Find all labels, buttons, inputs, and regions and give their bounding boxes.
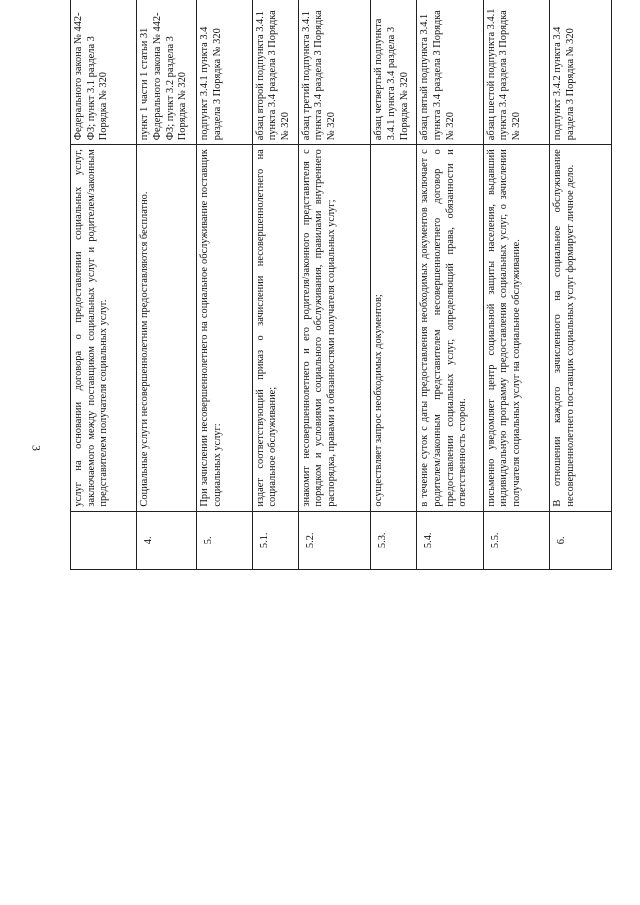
legal-basis-cell: абзац третий подпункта 3.4.1 пункта 3.4 раздела 3 Порядка № 320 — [298, 0, 371, 145]
legal-basis-cell: подпункт 3.4.2 пункта 3.4 раздела 3 Порядка № 320 — [549, 0, 611, 145]
requirement-text-cell: Социальные услуги несовершеннолетним предоставляются бесплатно. — [137, 145, 197, 511]
legal-basis-cell: пункт 1 части 1 статьи 31 Федерального закона № 442-ФЗ; пункт 3.2 раздела 3 Порядка № 320 — [137, 0, 197, 145]
document-table-wrapper — [70, 0, 612, 570]
row-number-cell: 5.1. — [252, 511, 298, 569]
legal-basis-cell: абзац четвертый подпункта 3.4.1 пункта 3.4 раздела 3 Порядка № 320 — [371, 0, 417, 145]
requirement-text-cell: В отношении каждого зачисленного на социальное обслуживание несовершеннолетнего поставщик социальных услуг формирует личное дело. — [549, 145, 611, 511]
table-row — [137, 0, 197, 570]
requirement-text-cell: в течение суток с даты предоставления необходимых документов заключает с родителем/законным представителем несовершеннолетнего договор о предоставлении социальных услуг, определяющий права, обязанности и ответственность сторон. — [417, 145, 483, 511]
legal-basis-cell: абзац второй подпункта 3.4.1 пункта 3.4 раздела 3 Порядка № 320 — [252, 0, 298, 145]
legal-basis-cell: абзац шестой подпункта 3.4.1 пункта 3.4 раздела 3 Порядка № 320 — [483, 0, 549, 145]
requirement-text-cell: услуг на основании договора о предоставлении социальных услуг, заключаемого между поставщиком социальных услуг и родителем/законным представителем получателя социальных услуг. — [71, 145, 137, 511]
legal-basis-cell: абзац пятый подпункта 3.4.1 пункта 3.4 раздела 3 Порядка № 320 — [417, 0, 483, 145]
row-number-cell: 5.2. — [298, 511, 371, 569]
legal-basis-cell: подпункт 3.4.1 пункта 3.4 раздела 3 Порядка № 320 — [196, 0, 252, 145]
page-number: 3 — [29, 445, 44, 451]
table-row — [252, 0, 298, 570]
table-row — [298, 0, 371, 570]
row-number-cell: 5.4. — [417, 511, 483, 569]
table-row — [196, 0, 252, 570]
row-number-cell: 5.3. — [371, 511, 417, 569]
requirement-text-cell: осуществляет запрос необходимых документов; — [371, 145, 417, 511]
table-row — [71, 0, 137, 570]
row-number-cell: 5.5. — [483, 511, 549, 569]
requirement-text-cell: письменно уведомляет центр социальной защиты населения, выдавший индивидуальную программу предоставления социальных услуг, о зачислении получателя социальных услуг на социальное обслуживание. — [483, 145, 549, 511]
table-row — [417, 0, 483, 570]
requirement-text-cell: знакомит несовершеннолетнего и его родителя/законного представителя с порядком и условиями социального обслуживания, правилами внутреннего распорядка, правами и обязанностями получателя социальных услуг; — [298, 145, 371, 511]
table-row — [549, 0, 611, 570]
table-row — [371, 0, 417, 570]
rotated-page-area — [70, 8, 612, 868]
legal-basis-cell: Федерального закона № 442-ФЗ; пункт 3.1 раздела 3 Порядка № 320 — [71, 0, 137, 145]
row-number-cell: 5. — [196, 511, 252, 569]
requirement-text-cell: При зачислении несовершеннолетнего на социальное обслуживание поставщик социальных услуг: — [196, 145, 252, 511]
row-number-cell: 4. — [137, 511, 197, 569]
row-number-cell: 6. — [549, 511, 611, 569]
document-table — [70, 0, 612, 570]
requirement-text-cell: издает соответствующий приказ о зачислении несовершеннолетнего на социальное обслуживание; — [252, 145, 298, 511]
table-row — [483, 0, 549, 570]
row-number-cell — [71, 511, 137, 569]
